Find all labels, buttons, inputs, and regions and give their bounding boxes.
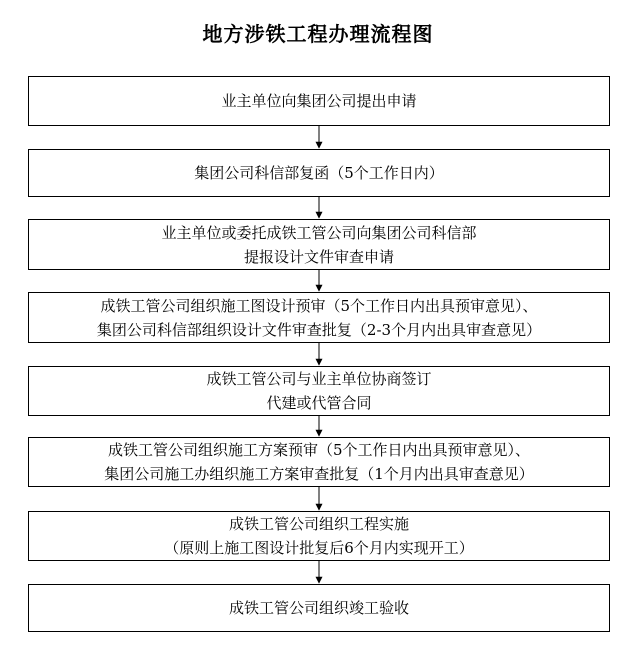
flow-step-7 xyxy=(28,511,610,561)
diagram-title: 地方涉铁工程办理流程图 xyxy=(202,22,434,46)
flow-step-text: 业主单位或委托成铁工管公司向集团公司科信部 xyxy=(161,223,477,242)
flow-step-text: 集团公司科信部组织设计文件审查批复（2-3个月内出具审查意见） xyxy=(96,320,542,339)
flow-step-text: 成铁工管公司组织竣工验收 xyxy=(228,599,409,617)
flow-step-4 xyxy=(28,292,610,343)
flow-step-text: 集团公司科信部复函（5个工作日内） xyxy=(194,164,444,182)
flow-step-text: 代建或代管合同 xyxy=(266,394,372,412)
flow-step-text: 业主单位向集团公司提出申请 xyxy=(221,92,417,110)
flow-step-6 xyxy=(28,437,610,487)
flow-step-8 xyxy=(28,584,610,632)
flow-step-text: 提报设计文件审查申请 xyxy=(243,247,394,266)
flow-step-text: （原则上施工图设计批复后6个月内实现开工） xyxy=(164,539,474,557)
flow-step-text: 成铁工管公司组织施工图设计预审（5个工作日内出具预审意见）、 xyxy=(100,296,538,315)
flow-step-text: 集团公司施工办组织施工方案审查批复（1个月内出具审查意见） xyxy=(104,465,534,483)
flow-step-text: 成铁工管公司组织施工方案预审（5个工作日内出具预审意见）、 xyxy=(107,441,531,459)
flow-step-text: 成铁工管公司与业主单位协商签订 xyxy=(206,370,432,388)
flow-step-text: 成铁工管公司组织工程实施 xyxy=(228,515,409,533)
flow-step-1 xyxy=(28,76,610,126)
flow-step-3 xyxy=(28,219,610,270)
flow-step-5 xyxy=(28,366,610,416)
flow-step-2 xyxy=(28,149,610,197)
